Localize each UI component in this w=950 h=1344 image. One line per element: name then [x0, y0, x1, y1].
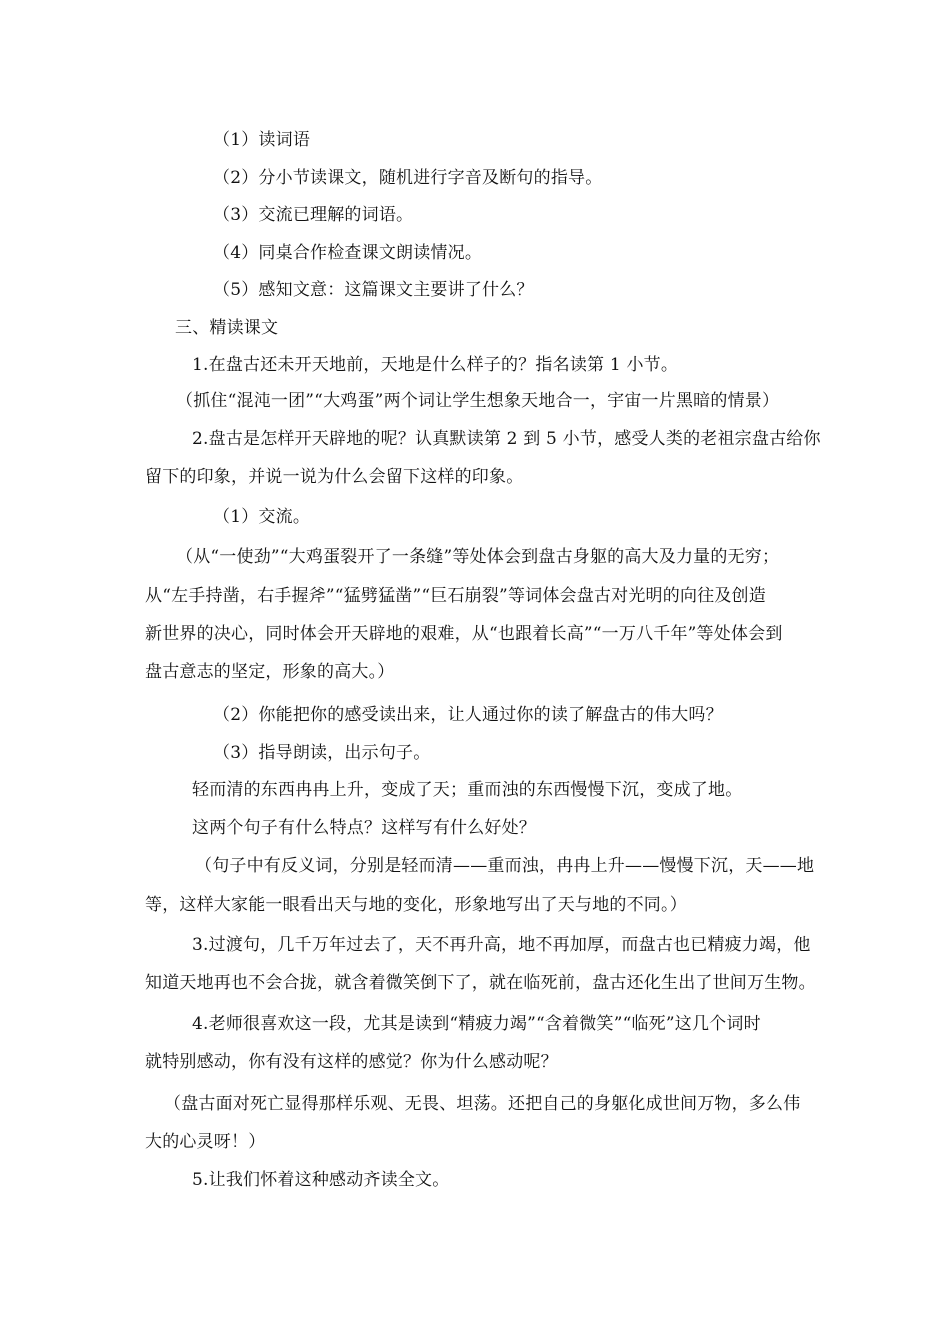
- question-1: 1.在盘古还未开天地前，天地是什么样子的？指名读第 1 小节。: [192, 355, 679, 375]
- item-4-line-2: 就特别感动，你有没有这样的感觉？你为什么感动呢？: [145, 1052, 558, 1072]
- item-5: 5.让我们怀着这种感动齐读全文。: [192, 1170, 450, 1190]
- note-4-line-1: （盘古面对死亡显得那样乐观、无畏、坦荡。还把自己的身躯化成世间万物，多么伟: [164, 1094, 801, 1114]
- note-2-line-1: （从“一使劲”“大鸡蛋裂开了一条缝”等处体会到盘古身躯的高大及力量的无穷；: [176, 547, 780, 567]
- note-2-line-3: 新世界的决心，同时体会开天辟地的艰难，从“也跟着长高”“一万八千年”等处体会到: [145, 624, 783, 644]
- list-item-exchange-words: （3）交流已理解的词语。: [213, 205, 414, 225]
- sub-item-read-feelings: （2）你能把你的感受读出来，让人通过你的读了解盘古的伟大吗？: [213, 705, 723, 725]
- sub-item-guide-reading: （3）指导朗读，出示句子。: [213, 743, 431, 763]
- note-4-line-2: 大的心灵呀！）: [145, 1132, 266, 1152]
- note-2-line-2: 从“左手持凿，右手握斧”“猛劈猛凿”“巨石崩裂”等词体会盘古对光明的向往及创造: [145, 586, 766, 606]
- list-item-read-words: （1）读词语: [213, 130, 311, 150]
- list-item-read-sections: （2）分小节读课文，随机进行字音及断句的指导。: [213, 168, 603, 188]
- item-3-line-1: 3.过渡句，几千万年过去了，天不再升高，地不再加厚，而盘古也已精疲力竭，他: [192, 935, 811, 955]
- item-3-line-2: 知道天地再也不会合拢，就含着微笑倒下了，就在临死前，盘古还化生出了世间万生物。: [145, 973, 816, 993]
- example-sentence: 轻而清的东西冉冉上升，变成了天；重而浊的东西慢慢下沉，变成了地。: [192, 780, 743, 800]
- note-1: （抓住“混沌一团”“大鸡蛋”两个词让学生想象天地合一，宇宙一片黑暗的情景）: [176, 391, 780, 411]
- sentence-question: 这两个句子有什么特点？这样写有什么好处？: [192, 818, 536, 838]
- question-2-line-2: 留下的印象，并说一说为什么会留下这样的印象。: [145, 467, 524, 487]
- section-heading-close-reading: 三、精读课文: [175, 318, 279, 338]
- list-item-main-idea: （5）感知文意：这篇课文主要讲了什么？: [213, 280, 534, 300]
- note-3-line-2: 等，这样大家能一眼看出天与地的变化，形象地写出了天与地的不同。）: [145, 895, 687, 915]
- sub-item-exchange: （1）交流。: [213, 507, 311, 527]
- note-3-line-1: （句子中有反义词，分别是轻而清——重而浊，冉冉上升——慢慢下沉，天——地: [195, 856, 815, 876]
- question-2-line-1: 2.盘古是怎样开天辟地的呢？认真默读第 2 到 5 小节，感受人类的老祖宗盘古给你: [192, 429, 821, 449]
- item-4-line-1: 4.老师很喜欢这一段，尤其是读到“精疲力竭”“含着微笑”“临死”这几个词时: [192, 1014, 761, 1034]
- note-2-line-4: 盘古意志的坚定，形象的高大。）: [145, 662, 395, 682]
- list-item-pair-check: （4）同桌合作检查课文朗读情况。: [213, 243, 483, 263]
